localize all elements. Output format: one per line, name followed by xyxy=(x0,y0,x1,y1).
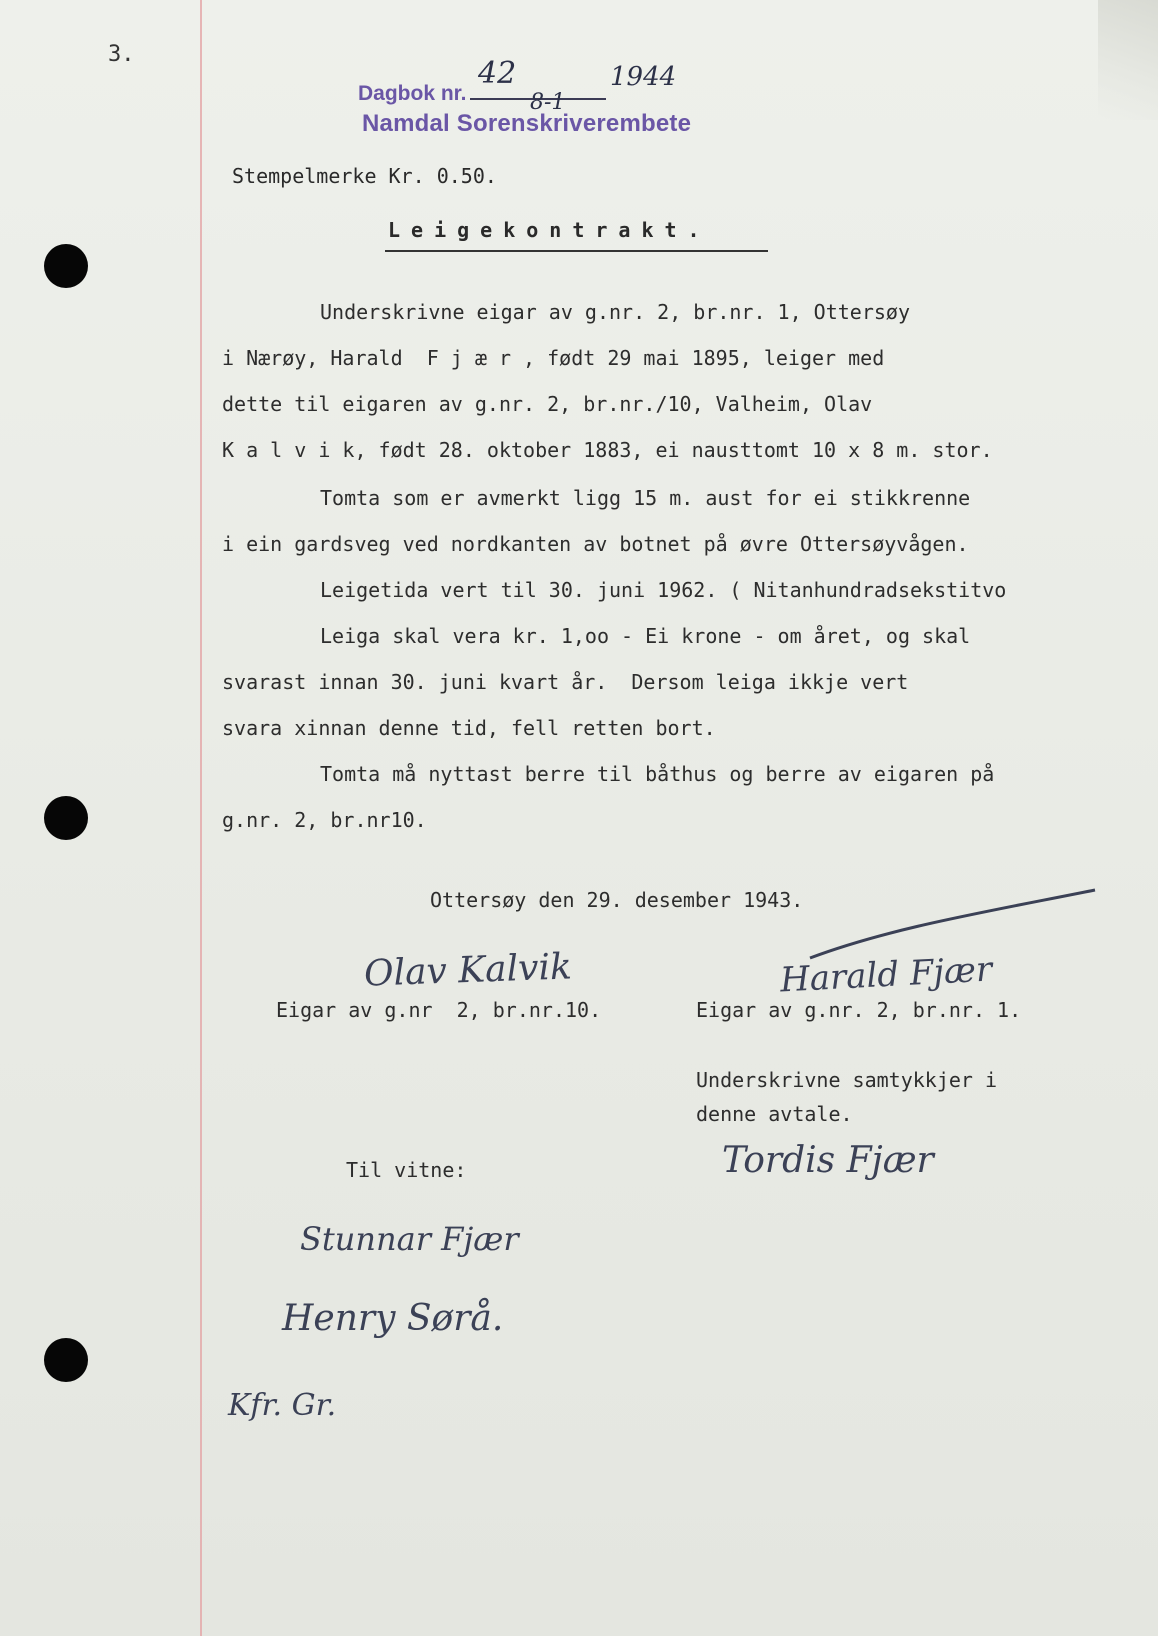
stamp-dagbok-label: Dagbok nr. xyxy=(358,82,467,105)
body-line-2: i Nærøy, Harald F j æ r , født 29 mai 1895, leiger med xyxy=(222,346,885,370)
signature-witness-2: Henry Sørå. xyxy=(282,1298,504,1339)
consent-line-2: denne avtale. xyxy=(696,1102,853,1126)
signature-witness-1: Stunnar Fjær xyxy=(300,1220,519,1258)
page-number: 3. xyxy=(108,42,135,67)
place-date: Ottersøy den 29. desember 1943. xyxy=(430,888,804,912)
body-line-5: Tomta som er avmerkt ligg 15 m. aust for ei stikkrenne xyxy=(320,486,971,510)
body-line-12: g.nr. 2, br.nr10. xyxy=(222,808,427,832)
body-line-6: i ein gardsveg ved nordkanten av botnet på øvre Ottersøyvågen. xyxy=(222,532,969,556)
body-line-10: svara xinnan denne tid, fell retten bort. xyxy=(222,716,716,740)
title-underline xyxy=(385,250,768,252)
body-line-9: svarast innan 30. juni kvart år. Dersom leiga ikkje vert xyxy=(222,670,909,694)
stamp-year: 1944 xyxy=(610,62,677,92)
signature-tordis-fjaer: Tordis Fjær xyxy=(722,1140,934,1181)
caption-olav: Eigar av g.nr 2, br.nr.10. xyxy=(276,998,602,1022)
stamp-office: Namdal Sorenskriverembete xyxy=(362,110,692,137)
body-line-8: Leiga skal vera kr. 1,oo - Ei krone - om året, og skal xyxy=(320,624,971,648)
signature-harald-fjaer: Harald Fjær xyxy=(779,949,994,1001)
consent-line-1: Underskrivne samtykkjer i xyxy=(696,1068,998,1092)
punch-hole-bottom xyxy=(44,1338,88,1382)
body-line-11: Tomta må nyttast berre til båthus og berre av eigaren på xyxy=(320,762,995,786)
witness-label: Til vitne: xyxy=(346,1158,467,1182)
margin-line xyxy=(200,0,202,1636)
punch-hole-middle xyxy=(44,796,88,840)
document-title: Leigekontrakt. xyxy=(388,218,711,242)
body-line-7: Leigetida vert til 30. juni 1962. ( Nitanhundradsekstitvo xyxy=(320,578,1007,602)
body-line-4: K a l v i k, født 28. oktober 1883, ei nausttomt 10 x 8 m. stor. xyxy=(222,438,993,462)
caption-harald: Eigar av g.nr. 2, br.nr. 1. xyxy=(696,998,1022,1022)
stamp-duty-line: Stempelmerke Kr. 0.50. xyxy=(232,164,497,188)
stamp-entry-number: 42 xyxy=(478,56,517,91)
punch-hole-top xyxy=(44,244,88,288)
body-line-1: Underskrivne eigar av g.nr. 2, br.nr. 1, Ottersøy xyxy=(320,300,911,324)
body-line-3: dette til eigaren av g.nr. 2, br.nr./10, Valheim, Olav xyxy=(222,392,873,416)
initials-note: Kfr. Gr. xyxy=(228,1388,337,1423)
stamp-date: 8-1 xyxy=(530,90,566,115)
page-corner-fold xyxy=(1098,0,1158,120)
signature-olav-kalvik: Olav Kalvik xyxy=(363,946,573,995)
